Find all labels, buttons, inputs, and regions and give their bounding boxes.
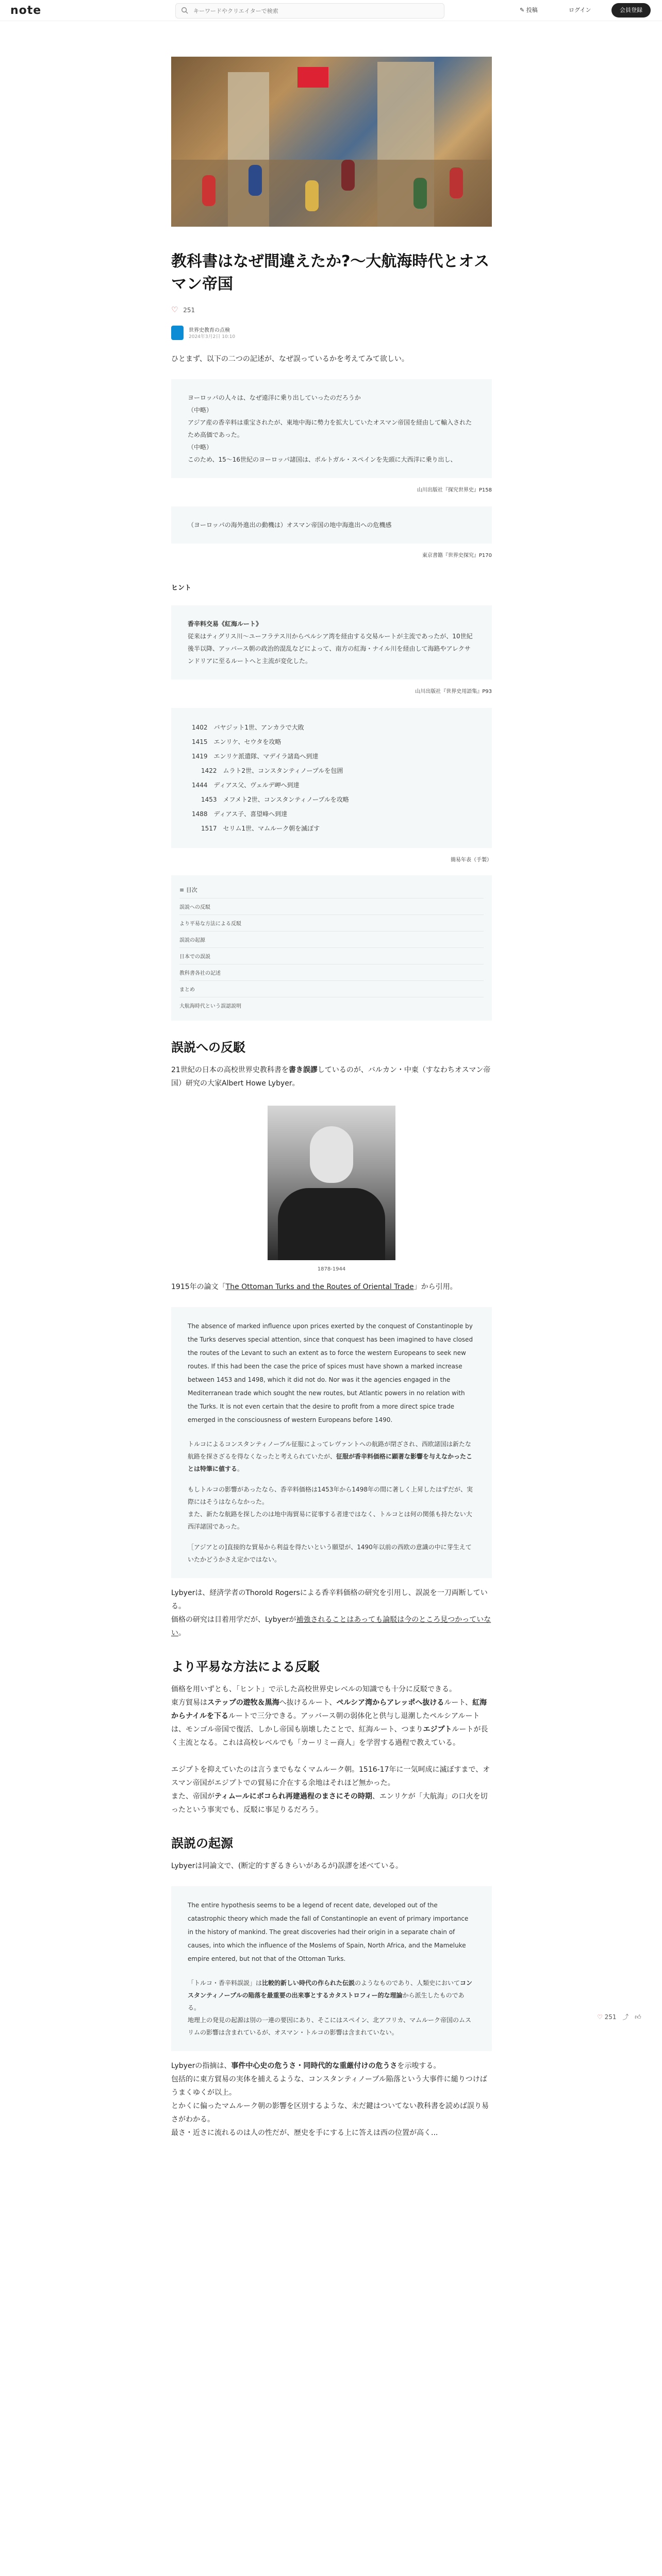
japanese-translation: トルコによるコンスタンティノープル征服によってレヴァントへの航路が閉ざされ、西欧諸国は新たな航路を探さざるを得なくなったと考えられていたが、征服が香辛料価格に顕著な影響を与えなかったことは特筆に値する。: [188, 1440, 473, 1472]
post-label: 投稿: [526, 7, 538, 13]
japanese-translation: もしトルコの影響があったなら、香辛料価格は1453年から1498年の間に著しく上昇したはずだが、実際にはそうはならなかった。: [188, 1486, 473, 1505]
post-link[interactable]: [520, 6, 538, 14]
timeline-box: [171, 708, 492, 848]
register-button[interactable]: 会員登録: [611, 3, 651, 18]
like-counter[interactable]: [171, 305, 492, 316]
timeline-item: 1415 エンリケ、セウタを攻略: [192, 738, 282, 745]
quote-yamakawa: [171, 379, 492, 478]
article-title: 教科書はなぜ間違えたか?～大航海時代とオスマン帝国: [171, 252, 490, 293]
quote-citation: 東京書籍『世界史探究』P170: [422, 553, 492, 558]
toc-item[interactable]: 日本での誤説: [179, 948, 484, 964]
share-icon[interactable]: ⤴: [622, 2013, 629, 2021]
japanese-translation: ［アジアとの]直接的な貿易から利益を得たいという願望が、1490年以前の西欧の意識の中に芽生えていたかどうかさえ定かではない。: [188, 1544, 472, 1563]
hint-box: [171, 605, 492, 680]
paragraph: 21世紀の日本の高校世界史教科書を書き誤謬しているのが、バルカン・中東（すなわちオスマン帝国）研究の大家Albert Howe Lybyer。: [171, 1066, 491, 1088]
like-count: 251: [604, 2013, 617, 2021]
quote-line: このため、15～16世紀のヨーロッパ諸国は、ポルトガル・スペインを先頭に大西洋に乗り出し、: [188, 456, 457, 463]
timeline-item: 1419 エンリケ派遣隊、マデイラ諸島へ到達: [192, 753, 319, 760]
search-box[interactable]: [175, 3, 444, 19]
hint-title: 香辛料交易《紅海ルート》: [188, 620, 262, 628]
quote-line: アジア産の香辛料は重宝されたが、東地中海に勢力を拡大していたオスマン帝国を経由して輸入されたため高価であった。: [188, 419, 472, 438]
timeline-item: 1488 ディアス子、喜望峰へ到達: [192, 810, 288, 818]
timeline-item: 1453 メフメト2世、コンスタンティノープルを攻略: [201, 796, 349, 803]
timeline-citation: 簡易年表（手製）: [451, 857, 492, 863]
thumbs-up-icon[interactable]: 👍︎: [635, 2013, 641, 2021]
top-navigation-bar: [0, 0, 662, 21]
timeline-item: 1517 セリム1世、マムルーク朝を滅ぼす: [201, 825, 320, 832]
japanese-translation: また、新たな航路を探したのは地中海貿易に従事する者達ではなく、トルコとは何の関係も持たない大西洋諸国であった。: [188, 1511, 472, 1530]
section-heading-simpler: より平易な方法による反駁: [171, 1659, 320, 1674]
paragraph: 価格の研究は目着用学だが、Lybyerが補強されることはあっても論駁は今のところ見つかっていない。: [171, 1616, 491, 1637]
paragraph: 価格を用いずとも、「ヒント」で示した高校世界史レベルの知識でも十分に反駁できる。: [171, 1685, 456, 1693]
toc-item[interactable]: まとめ: [179, 981, 484, 997]
hero-image: [171, 57, 492, 227]
intro-paragraph: ひとまず、以下の二つの記述が、なぜ誤っているかを考えてみて欲しい。: [171, 355, 409, 363]
publish-date: 2024年3月2日 10:10: [189, 334, 236, 340]
paragraph: Lybyerの指摘は、事件中心史の危うさ・同時代的な重厳付けの危うさを示唆する。: [171, 2062, 441, 2070]
japanese-translation: 「トルコ・香辛料誤説」は比較的新しい時代の作られた伝説のようなものであり、人類史においてコンスタンティノープルの陥落を最重要の出来事とするカタストロフィー的な理論から派生したものである。: [188, 1979, 473, 2011]
timeline-item: 1444 ディアス父、ヴェルデ岬へ到達: [192, 782, 300, 789]
paragraph: 東方貿易はステップの遊牧＆黒海へ抜けるルート、ペルシア湾からアレッポへ抜けるルート、紅海からナイルを下るルートで三分できる。アッバース朝の弱体化と供与し退潮したペルシアルートは、モンゴル帝国で復活、しかし帝国も崩壊したことで、紅海ルート、つまりエジプトルートが長く主流となる。これは高校レベルでも「カーリミー商人」を学習する過程で教えている。: [171, 1699, 488, 1747]
toc-item[interactable]: より平易な方法による反駁: [179, 915, 484, 931]
english-quote: The entire hypothesis seems to be a legend of recent date, developed out of the catastrophic theory which made the fall of Constantinople an event of primary importance in the history of mankind. The great discoveries had their origin in a separate chain of causes, into which the influence of the Moslems of Spain, North Africa, and the Mameluke empire entered, but not that of the Ottoman Turks.: [188, 1902, 469, 1962]
paragraph: Lybyerは同論文で、(断定的すぎるきらいがあるが)誤謬を述べている。: [171, 1862, 403, 1870]
paragraph: また、帝国がティムールにボコられ再建過程のまさにその時期、エンリケが「大航海」の口火を切ったという事実でも、反駁に事足りるだろう。: [171, 1792, 488, 1814]
lybyer-portrait: [268, 1106, 395, 1260]
table-of-contents: [171, 875, 492, 1021]
author-name[interactable]: 世界史教育の点検: [189, 328, 230, 333]
timeline-item: 1422 ムラト2世、コンスタンティノープルを包囲: [201, 767, 343, 774]
search-icon: [181, 7, 188, 14]
quote-line: （ヨーロッパの海外進出の動機は）オスマン帝国の地中海進出への危機感: [188, 521, 392, 529]
hint-citation: 山川出版社『世界史用語集』P93: [415, 689, 492, 694]
quote-line: （中略）: [188, 444, 213, 451]
like-count: 251: [183, 307, 195, 314]
quote-citation: 山川出版社『探究世界史』P158: [417, 487, 492, 493]
toc-head-label: 目次: [186, 887, 197, 893]
english-quote: The absence of marked influence upon prices exerted by the conquest of Constantinople by the Turks deserves special attention, since that conquest has been imagined to have closed the routes of the Levant to such an extent as to force the western Europeans to seek new routes. If this had been the case the price of spices must have shown a marked increase between 1453 and 1498, which it did not do. Nor was it the agencies engaged in the Mediterranean trade which sought the new routes, but Atlantic powers in no relation with the Turks. It is not even certain that the desire to profit from a more direct spice trade emerged in the consciousness of western Europeans before 1490.: [188, 1323, 473, 1423]
quote-line: （中略）: [188, 406, 213, 414]
paragraph: 包括的に東方貿易の実体を捕えるような、コンスタンティノープル陥落という大事件に縋りつけばうまくゆくが以上。: [171, 2075, 487, 2097]
paragraph: とかくに偏ったマムルーク朝の影響を区別するような、未だ鍵はついてない教科書を読めば誤り易さがわかる。: [171, 2102, 489, 2124]
article: [171, 57, 492, 2140]
lybyer-quote: [171, 1307, 492, 1578]
toc-item[interactable]: 誤説への反駁: [179, 899, 484, 915]
paragraph: 1915年の論文「The Ottoman Turks and the Routes of Oriental Trade」から引用。: [171, 1283, 457, 1291]
quote-line: ヨーロッパの人々は、なぜ遠洋に乗り出していったのだろうか: [188, 394, 361, 401]
toc-head[interactable]: [179, 883, 484, 899]
paper-link[interactable]: The Ottoman Turks and the Routes of Oriental Trade: [225, 1283, 414, 1291]
section-heading-origin: 誤説の起源: [171, 1836, 233, 1851]
heart-icon[interactable]: ♡: [597, 2013, 603, 2021]
paragraph: 最さ・近さに流れるのは人の性だが、歴史を手にする上に答えは西の位置が高く...: [171, 2129, 438, 2137]
japanese-translation: 地理上の発見の起源は別の一連の要因にあり、そこにはスペイン、北アフリカ、マムルーク帝国のムスリムの影響は含まれているが、オスマン・トルコの影響は含まれていない。: [188, 2016, 471, 2036]
note-logo[interactable]: note: [10, 4, 42, 17]
hint-heading: ヒント: [171, 584, 192, 592]
heart-icon[interactable]: ♡: [171, 305, 178, 314]
floating-action-bar: [597, 2012, 659, 2026]
author-avatar[interactable]: [171, 326, 184, 340]
underlined-text: 補強されることはあっても論駁は今のところ見つかっていない: [171, 1616, 491, 1637]
toc-item[interactable]: 大航海時代という誤認説明: [179, 1004, 241, 1009]
author-block[interactable]: [171, 324, 492, 344]
hint-text: 従来はティグリス川～ユーフラテス川からペルシア湾を経由する交易ルートが主流であったが、10世紀後半以降、アッバース朝の政治的混乱などによって、南方の紅海・ナイル川を経由して海路やアレクサンドリアに至るルートへと主流が変化した。: [188, 633, 473, 665]
lybyer-quote-2: [171, 1886, 492, 2051]
portrait-caption: 1878-1944: [317, 1266, 346, 1272]
timeline-item: 1402 バヤジット1世、アンカラで大敗: [192, 724, 304, 731]
list-icon: ≡: [179, 887, 186, 893]
quote-tokyo-shoseki: [171, 506, 492, 544]
toc-item[interactable]: 誤説の起源: [179, 931, 484, 948]
paragraph: エジプトを抑えていたのは言うまでもなくマムルーク朝。1516-17年に一気呵成に滅ぼすまで、オスマン帝国がエジプトでの貿易に介在する余地はそれほど無かった。: [171, 1766, 490, 1787]
pen-icon: ✎: [520, 7, 526, 13]
toc-item[interactable]: 教科書各社の記述: [179, 964, 484, 981]
search-input[interactable]: [192, 6, 437, 16]
paragraph: Lybyerは、経済学者のThorold Rogersによる香辛料価格の研究を引用し、誤説を一刀両断している。: [171, 1589, 488, 1611]
section-heading-refutation: 誤説への反駁: [171, 1040, 245, 1055]
login-link[interactable]: ログイン: [569, 7, 591, 13]
